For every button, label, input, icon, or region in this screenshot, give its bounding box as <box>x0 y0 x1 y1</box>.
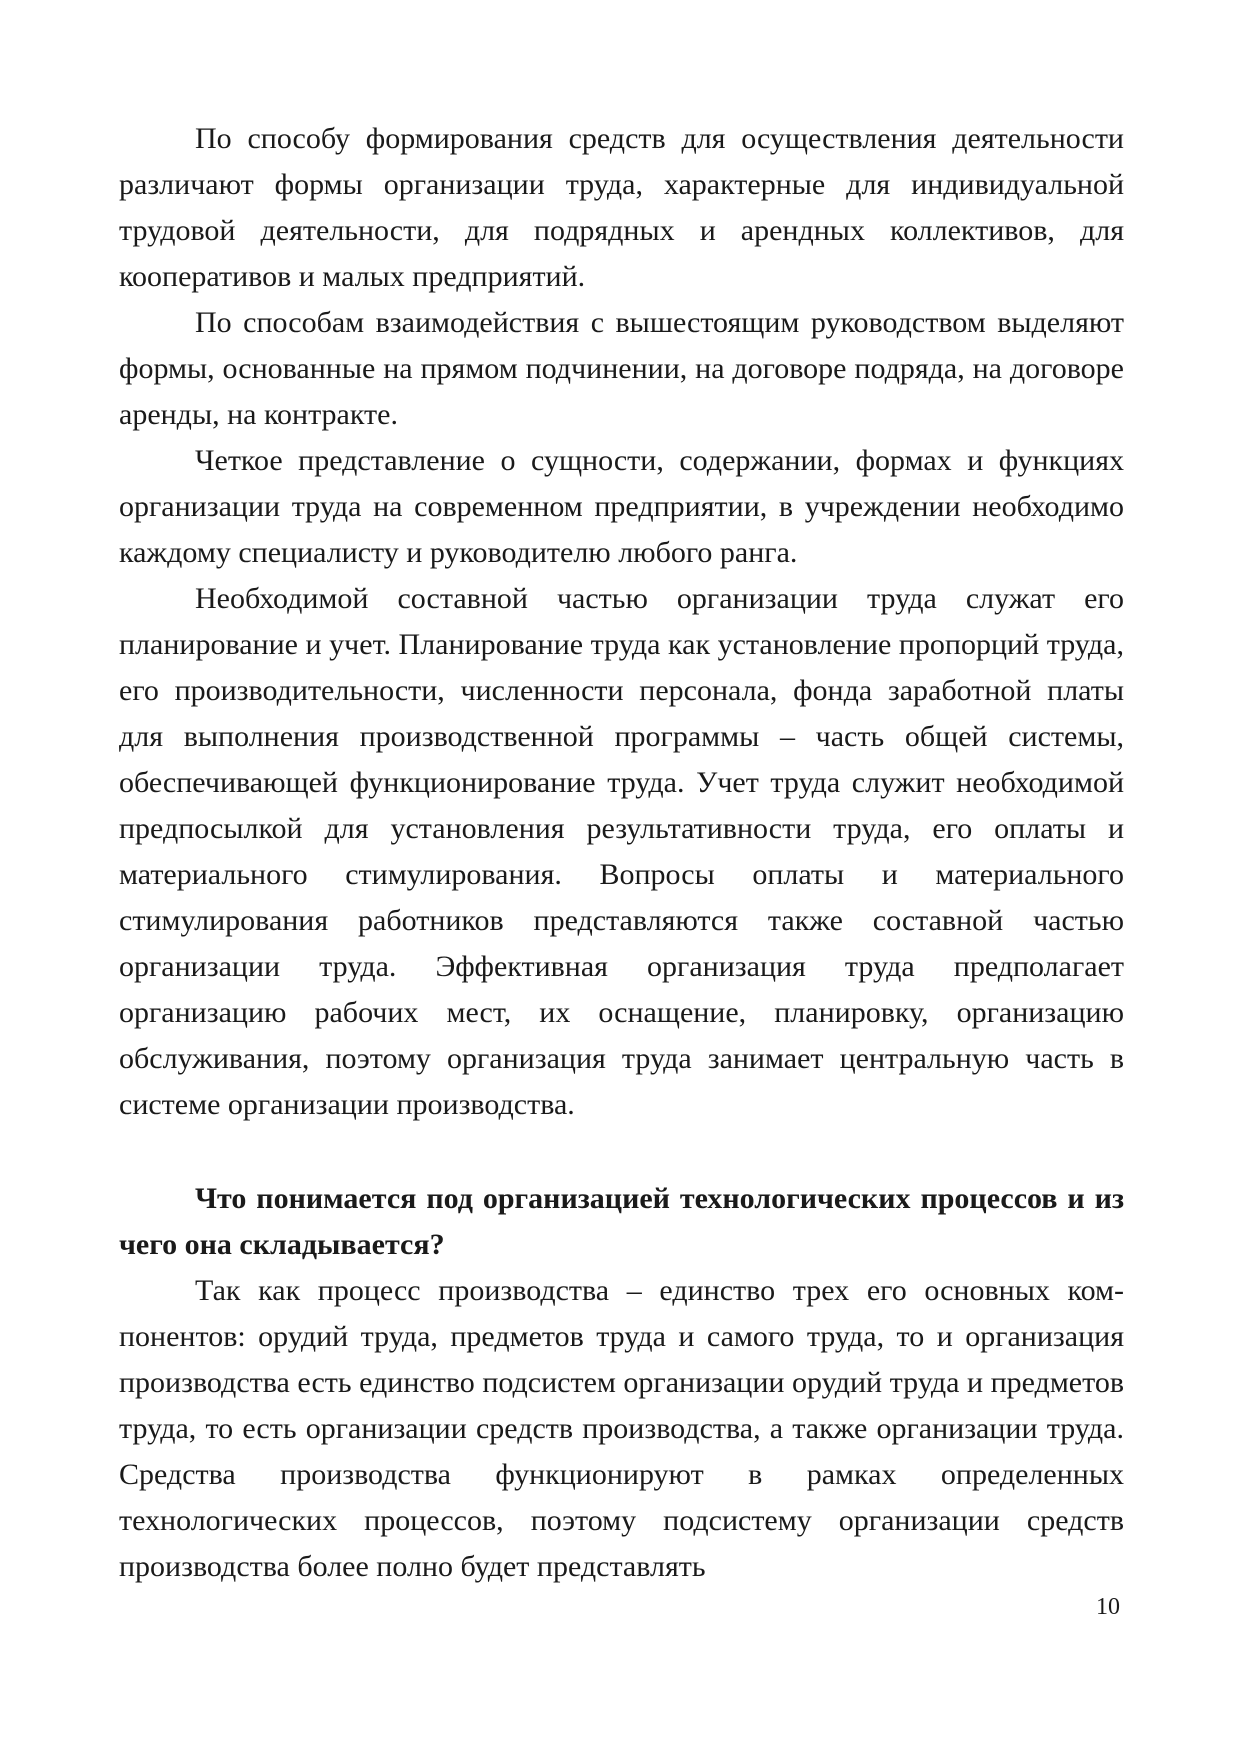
paragraph-planning-and-accounting: Необходимой составной частью организации труда служат его планирование и учет. Планирование труда как установление пропорций труда, его производительности, численности персонала, фонда заработной платы для выполнения производственной программы – часть общей системы, обеспечивающей функционирование труда. Учет труда служит необходимой предпосылкой для установления результативности труда, его оплаты и материального стимулирования. Вопросы оплаты и материального стимулирования работников представляются также составной частью организации труда. Эффективная организация труда предполагает организацию рабочих мест, их оснащение, планировку, организацию обслуживания, поэтому организация труда занимает центральную часть в системе организации производства. <box>119 582 1124 1121</box>
paragraph-production-process: Так как процесс производства – единство трех его основных компонентов: орудий труда, предметов труда и самого труда, то и организация производства есть единство подсистем организации орудий труда и предметов труда, то есть организации средств производства, а также организации труда. Средства производства функционируют в рамках определенных технологических процессов, поэтому подсистему организации средств производства более полно будет представлять <box>119 1274 1124 1583</box>
document-page <box>119 116 1124 1590</box>
page-number: 10 <box>1096 1594 1120 1620</box>
paragraph-labor-organization-forms: По способу формирования средств для осуществления деятельности различают формы организации труда, характерные для индивидуальной трудовой деятельности, для подрядных и арендных коллективов, для кооперативов и малых предприятий. <box>119 122 1124 293</box>
paragraph-clear-understanding: Четкое представление о сущности, содержании, формах и функциях организации труда на современном предприятии, в учреждении необходимо каждому специалисту и руководителю любого ранга. <box>119 444 1124 569</box>
section-heading-technological-processes: Что понимается под организацией технологических процессов и из чего она складывается? <box>119 1182 1124 1261</box>
paragraph-management-interaction: По способам взаимодействия с вышестоящим руководством выделяют формы, основанные на прямом подчинении, на договоре подряда, на договоре аренды, на контракте. <box>119 306 1124 431</box>
